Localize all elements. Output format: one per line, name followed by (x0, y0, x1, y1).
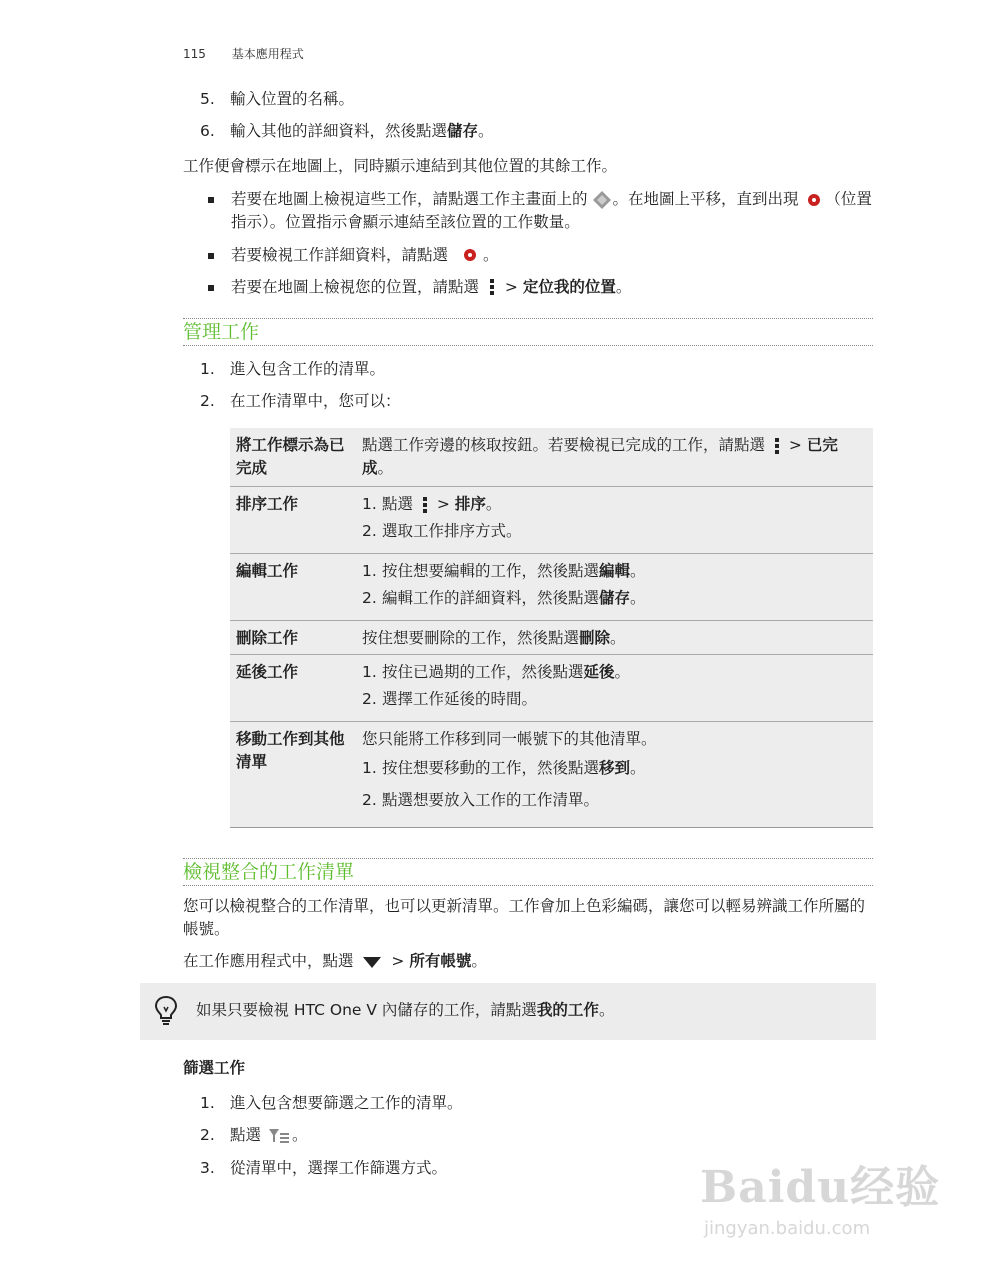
para-text-post: 。 (471, 952, 487, 970)
sub-step-post: 。 (630, 759, 646, 778)
table-row (230, 553, 873, 620)
sub-step-bold: 延後 (583, 663, 615, 681)
sub-step (362, 789, 863, 812)
menu-separator: > (504, 277, 518, 296)
step-number: 3. (200, 1158, 215, 1177)
desc-text: 您只能將工作移到同一帳號下的其他清單。 (362, 730, 657, 748)
step-text-post: 。 (291, 1126, 308, 1145)
menu-separator: > (788, 436, 802, 454)
table-row-desc (358, 487, 873, 553)
sub-step (362, 587, 863, 610)
page-header (183, 45, 304, 63)
sub-step-number: 2. (362, 690, 377, 709)
tip-text (196, 999, 614, 1022)
list-item (200, 358, 880, 381)
sub-step (362, 661, 863, 684)
step-number: 6. (200, 122, 215, 141)
table-row (230, 486, 873, 553)
tip-box (140, 983, 876, 1040)
bullet-bold: 定位我的位置 (522, 277, 616, 296)
sub-step-bold: 儲存 (599, 589, 631, 608)
section-heading-manage: 管理工作 (183, 318, 873, 346)
combined-paragraph: 您可以檢視整合的工作清單，也可以更新清單。工作會加上色彩編碼，讓您可以輕易辨識工作所屬的帳號。 (183, 897, 866, 939)
para-text: 在工作應用程式中，點選 (183, 952, 354, 970)
sub-step-text: 點選想要放入工作的工作清單。 (382, 790, 600, 809)
bullet-item (208, 244, 878, 267)
table-row (230, 428, 873, 486)
table-row-head: 刪除工作 (236, 629, 299, 647)
page-number: 115 (183, 47, 206, 61)
sub-step (362, 688, 863, 711)
bullet-text-mid: 。在地圖上平移，直到出現 (612, 190, 799, 208)
sub-step-bold: 移到 (599, 759, 631, 778)
location-pin-icon (807, 193, 821, 207)
step-text: 點選 (230, 1126, 262, 1145)
sub-step (362, 757, 863, 780)
step-number: 5. (200, 90, 215, 108)
para-bold: 所有帳號 (409, 952, 472, 970)
sub-step-text: 按住想要編輯的工作，然後點選 (382, 562, 600, 580)
watermark-logo: Baidu经验 (700, 1162, 941, 1213)
sub-step-number: 1. (362, 663, 377, 681)
bullet-text-post: 。 (615, 277, 632, 296)
step-bold: 儲存 (447, 122, 479, 141)
sub-step-number: 2. (362, 522, 377, 541)
sub-step-post: 。 (485, 495, 502, 513)
desc-bold: 刪除 (579, 629, 611, 647)
step-text: 從清單中，選擇工作篩選方式。 (230, 1158, 448, 1177)
filter-subheading: 篩選工作 (183, 1059, 246, 1077)
sub-step-post: 。 (630, 562, 646, 580)
bullet-dot (208, 285, 214, 291)
sub-step (362, 493, 863, 516)
step-text-post: 。 (478, 122, 494, 141)
manage-tasks-table (230, 428, 873, 828)
sub-step-bold: 排序 (454, 495, 486, 513)
table-row-head: 排序工作 (236, 495, 299, 513)
table-row (230, 654, 873, 721)
tip-text-post: 。 (598, 1001, 615, 1019)
sub-step-number: 2. (362, 589, 377, 608)
table-row-desc (358, 655, 873, 721)
baidu-watermark (700, 1155, 940, 1242)
bullet-text: 若要檢視工作詳細資料，請點選 (231, 245, 449, 264)
step-number: 2. (200, 392, 215, 411)
sub-step-text: 選擇工作延後的時間。 (382, 690, 538, 709)
step-number: 1. (200, 360, 215, 378)
step-text: 進入包含工作的清單。 (230, 360, 386, 378)
table-row-head: 將工作標示為已完成 (236, 436, 345, 478)
table-row-head: 編輯工作 (236, 562, 299, 580)
sub-step-text: 編輯工作的詳細資料，然後點選 (382, 589, 600, 608)
watermark-url: jingyan.baidu.com (704, 1218, 871, 1239)
tip-text-pre: 如果只要檢視 HTC One V 內儲存的工作，請點選 (196, 1001, 537, 1019)
bullet-text-post: （位置指示）。位置指示會顯示連結至該位置的工作數量。 (231, 190, 872, 232)
bullet-item (208, 276, 878, 299)
bullet-list (208, 188, 878, 308)
table-row (230, 721, 873, 827)
menu-separator: > (391, 952, 405, 970)
sub-step-post: 。 (614, 663, 631, 681)
menu-icon (773, 437, 781, 455)
sub-step-post: 。 (630, 589, 646, 608)
sub-step-text: 點選 (382, 495, 414, 513)
sub-step-number: 1. (362, 562, 377, 580)
bullet-text: 若要在地圖上檢視您的位置，請點選 (231, 277, 480, 296)
table-row-head: 延後工作 (236, 663, 299, 681)
step-text: 輸入位置的名稱。 (230, 90, 355, 108)
bullet-text: 若要在地圖上檢視這些工作，請點選工作主畫面上的 (231, 190, 588, 208)
table-row-desc (358, 621, 873, 654)
sub-step (362, 560, 863, 583)
desc-text-post: 。 (610, 629, 626, 647)
list-item (200, 120, 880, 143)
chapter-title: 基本應用程式 (231, 47, 304, 61)
sub-step-number: 1. (362, 495, 377, 513)
lightbulb-icon (154, 995, 178, 1027)
menu-separator: > (436, 495, 450, 513)
step-text: 進入包含想要篩選之工作的清單。 (230, 1094, 463, 1112)
tip-bold: 我的工作 (536, 1001, 599, 1019)
table-row-head: 移動工作到其他清單 (236, 730, 345, 772)
desc-text: 點選工作旁邊的核取按鈕。若要檢視已完成的工作，請點選 (362, 436, 766, 454)
table-row-desc (358, 722, 873, 827)
list-item (200, 1124, 880, 1147)
sub-step-text: 選取工作排序方式。 (382, 522, 522, 541)
step-text: 輸入其他的詳細資料，然後點選 (230, 122, 448, 141)
step-number: 2. (200, 1126, 215, 1145)
table-row-desc (358, 428, 873, 486)
bullet-dot (208, 253, 214, 259)
sub-step (362, 520, 863, 543)
table-row-desc (358, 554, 873, 620)
desc-text-post: 。 (377, 459, 394, 478)
intro-paragraph: 工作便會標示在地圖上，同時顯示連結到其他位置的其餘工作。 (183, 157, 618, 175)
desc-bold: 已完成 (362, 436, 838, 478)
list-item (200, 88, 880, 111)
list-item (200, 390, 880, 413)
desc-text: 按住想要刪除的工作，然後點選 (362, 629, 580, 647)
bullet-dot (208, 197, 214, 203)
steps-top (200, 88, 880, 144)
section-heading-combined: 檢視整合的工作清單 (183, 858, 873, 886)
bullet-item (208, 188, 878, 235)
sub-step-bold: 編輯 (599, 562, 631, 580)
list-item (200, 1092, 880, 1115)
steps-manage (200, 358, 880, 414)
filter-icon (268, 1128, 290, 1144)
location-pin-icon (463, 248, 477, 262)
table-row (230, 620, 873, 654)
map-view-icon (592, 190, 612, 210)
menu-icon (488, 278, 496, 296)
menu-icon (421, 496, 429, 514)
sub-step-number: 1. (362, 759, 377, 778)
bullet-text-post: 。 (482, 245, 499, 264)
sub-step-text: 按住想要移動的工作，然後點選 (382, 759, 600, 778)
all-accounts-paragraph (183, 950, 878, 973)
step-text: 在工作清單中，您可以： (230, 392, 401, 411)
sub-step-number: 2. (362, 790, 377, 809)
step-number: 1. (200, 1094, 215, 1112)
sub-step-text: 按住已過期的工作，然後點選 (382, 663, 584, 681)
dropdown-triangle-icon (362, 955, 382, 969)
